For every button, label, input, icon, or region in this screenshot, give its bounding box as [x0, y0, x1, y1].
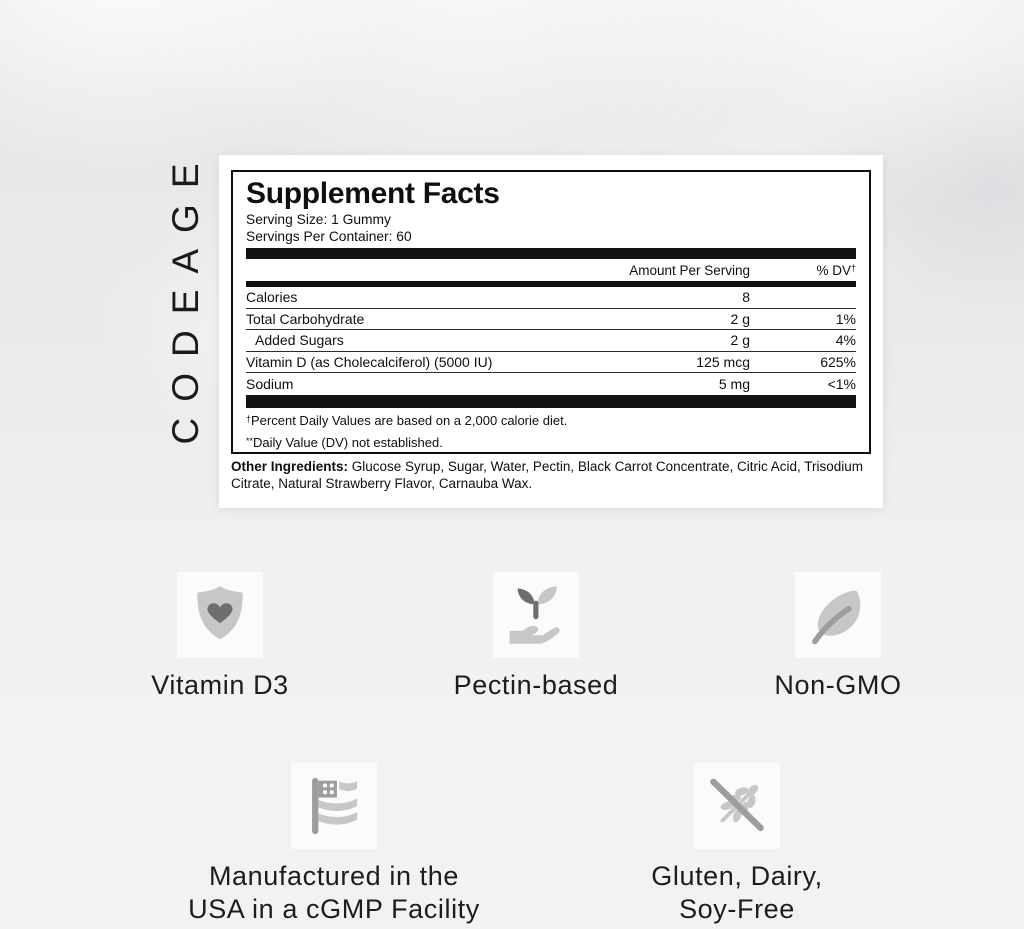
leaf-icon [795, 572, 881, 658]
feature-label [188, 860, 480, 926]
supplement-facts-card [219, 155, 883, 508]
hand-sprout-icon [493, 572, 579, 658]
facts-header-row [246, 259, 856, 281]
nutrient-amount: 125 mcg [696, 353, 750, 370]
feature-label [774, 669, 901, 702]
divider-bar-thick [246, 248, 856, 259]
feature-pectin-based [426, 572, 646, 702]
amount-per-serving-header: Amount Per Serving [629, 262, 750, 278]
footnote-dv-not-established [246, 433, 856, 452]
nutrient-name: Vitamin D (as Cholecalciferol) (5000 IU) [246, 353, 493, 370]
percent-dv-text: % DV [816, 262, 851, 278]
feature-non-gmo [728, 572, 948, 702]
nutrient-dv: 4% [835, 332, 856, 349]
feature-label-line1: Gluten, Dairy, [651, 861, 823, 891]
feature-label-line1: Manufactured in the [208, 861, 460, 891]
nutrient-amount: 2 g [730, 310, 750, 327]
dagger-superscript: † [850, 262, 856, 273]
other-ingredients [231, 459, 881, 492]
nutrient-amount: 2 g [730, 332, 750, 349]
other-ingredients-label: Other Ingredients: [231, 459, 349, 474]
feature-vitamin-d3 [110, 572, 330, 702]
table-row-calories [246, 287, 856, 309]
feature-label-line2: Soy-Free [679, 894, 795, 924]
divider-bar-bottom [246, 395, 856, 408]
nutrient-dv: 1% [835, 310, 856, 327]
feature-gluten-dairy-soy-free [547, 763, 927, 926]
feature-label-line1: Pectin-based [453, 670, 619, 700]
servings-per-container-line: Servings Per Container: 60 [246, 228, 412, 244]
footnote-text: Daily Value (DV) not established. [253, 434, 443, 450]
nutrient-amount: 8 [742, 289, 750, 306]
feature-label [651, 860, 822, 926]
no-wheat-icon [694, 763, 780, 849]
asterisks-superscript: ** [246, 435, 254, 446]
nutrient-name: Calories [246, 289, 298, 306]
feature-label [454, 669, 619, 702]
feature-label-line1: Non-GMO [774, 670, 902, 700]
supplement-facts-title: Supplement Facts [246, 177, 500, 210]
table-row-sodium [246, 373, 856, 395]
feature-label-line2: USA in a cGMP Facility [188, 894, 480, 924]
feature-label [151, 669, 289, 702]
table-row-vitamin-d [246, 352, 856, 374]
footnote-daily-values [246, 411, 856, 430]
nutrient-name: Added Sugars [255, 332, 344, 349]
usa-flag-icon [291, 763, 377, 849]
other-ingredients-text: Glucose Syrup, Sugar, Water, Pectin, Black Carrot Concentrate, Citric Acid, Trisodium Citrate, Natural Strawberry Flavor, Carnauba Wax. [231, 459, 863, 491]
supplement-facts-panel [231, 170, 871, 454]
footnote-text: Percent Daily Values are based on a 2,000 calorie diet. [251, 413, 568, 428]
dagger-superscript: † [246, 414, 252, 424]
feature-label-line1: Vitamin D3 [151, 670, 289, 700]
table-row-total-carbohydrate [246, 309, 856, 331]
percent-dv-header [750, 263, 856, 278]
brand-logo-vertical: CODEAGE [165, 147, 206, 445]
feature-made-in-usa [134, 763, 534, 926]
table-row-added-sugars [246, 330, 856, 352]
nutrient-dv: 625% [820, 353, 856, 370]
shield-heart-icon [177, 572, 263, 658]
nutrient-dv: <1% [827, 376, 856, 392]
serving-size-line: Serving Size: 1 Gummy [246, 212, 391, 227]
nutrient-name: Sodium [246, 376, 294, 392]
nutrient-amount: 5 mg [718, 376, 750, 392]
nutrient-name: Total Carbohydrate [246, 310, 365, 327]
